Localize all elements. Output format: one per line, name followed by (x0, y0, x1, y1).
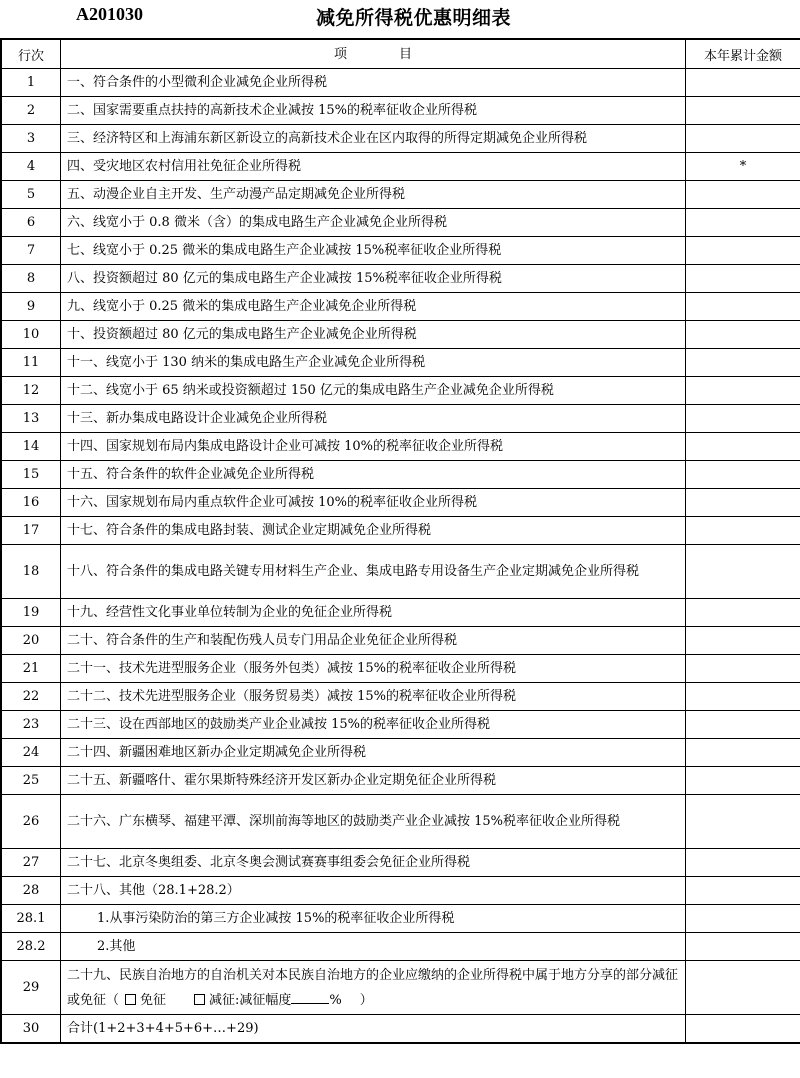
row-item: 二十、符合条件的生产和装配伤残人员专门用品企业免征企业所得税 (61, 627, 686, 655)
row-number: 1 (1, 69, 61, 97)
table-row (1, 461, 800, 489)
amount-cell[interactable] (686, 293, 800, 321)
row-number: 22 (1, 683, 61, 711)
amount-cell[interactable] (686, 433, 800, 461)
row-item: 十、投资额超过 80 亿元的集成电路生产企业减免企业所得税 (61, 321, 686, 349)
row-item: 七、线宽小于 0.25 微米的集成电路生产企业减按 15%税率征收企业所得税 (61, 237, 686, 265)
row-item: 十三、新办集成电路设计企业减免企业所得税 (61, 405, 686, 433)
amount-cell[interactable] (686, 377, 800, 405)
table-row (1, 153, 800, 181)
row-item: 八、投资额超过 80 亿元的集成电路生产企业减按 15%税率征收企业所得税 (61, 265, 686, 293)
table-row (1, 545, 800, 599)
amount-cell[interactable] (686, 683, 800, 711)
table-row (1, 377, 800, 405)
row-number: 21 (1, 655, 61, 683)
amount-cell[interactable] (686, 97, 800, 125)
row-number: 15 (1, 461, 61, 489)
row-item: 九、线宽小于 0.25 微米的集成电路生产企业减免企业所得税 (61, 293, 686, 321)
amount-cell[interactable] (686, 181, 800, 209)
row-item: 三、经济特区和上海浦东新区新设立的高新技术企业在区内取得的所得定期减免企业所得税 (61, 125, 686, 153)
row-number: 29 (1, 961, 61, 1015)
amount-cell[interactable] (686, 961, 800, 1015)
table-row-29 (1, 961, 800, 1015)
table-row (1, 237, 800, 265)
form-title: 减免所得税优惠明细表 (316, 7, 512, 29)
table-row (1, 181, 800, 209)
row-number: 24 (1, 739, 61, 767)
amount-cell[interactable] (686, 933, 800, 961)
reduce-label: 减征:减征幅度 (209, 992, 292, 1008)
amount-cell[interactable] (686, 767, 800, 795)
table-row (1, 489, 800, 517)
row-item: 二十六、广东横琴、福建平潭、深圳前海等地区的鼓励类产业企业减按 15%税率征收企业所得税 (61, 795, 686, 849)
table-row (1, 599, 800, 627)
table-row (1, 433, 800, 461)
table-row (1, 683, 800, 711)
row-number: 16 (1, 489, 61, 517)
reduce-rate-input[interactable] (291, 991, 329, 1004)
form-header (0, 0, 800, 36)
amount-cell[interactable] (686, 489, 800, 517)
row-number: 11 (1, 349, 61, 377)
row-item: 合计(1+2+3+4+5+6+…+29) (61, 1015, 686, 1044)
amount-cell[interactable] (686, 739, 800, 767)
row-item: 二十八、其他（28.1+28.2） (61, 877, 686, 905)
table-row (1, 739, 800, 767)
row-item: 四、受灾地区农村信用社免征企业所得税 (61, 153, 686, 181)
table-row (1, 517, 800, 545)
column-header-row-no: 行次 (1, 39, 61, 69)
column-header-item: 项 目 (61, 39, 686, 69)
row-number: 18 (1, 545, 61, 599)
table-row (1, 711, 800, 739)
amount-cell[interactable] (686, 711, 800, 739)
amount-cell[interactable] (686, 655, 800, 683)
row-number: 14 (1, 433, 61, 461)
row-item: 五、动漫企业自主开发、生产动漫产品定期减免企业所得税 (61, 181, 686, 209)
table-row (1, 349, 800, 377)
amount-cell[interactable] (686, 627, 800, 655)
row-item: 1.从事污染防治的第三方企业减按 15%的税率征收企业所得税 (61, 905, 686, 933)
row-number: 8 (1, 265, 61, 293)
percent-sign: % (329, 992, 342, 1008)
row-number: 28.1 (1, 905, 61, 933)
row-item: 二十四、新疆困难地区新办企业定期减免企业所得税 (61, 739, 686, 767)
amount-cell[interactable] (686, 321, 800, 349)
row-item (61, 961, 686, 1015)
table-row (1, 877, 800, 905)
table-body (1, 69, 800, 1044)
row-29-text: 二十九、民族自治地方的自治机关对本民族自治地方的企业应缴纳的企业所得税中属于地方分享的部分减征或免征（ (67, 967, 679, 1008)
row-number: 17 (1, 517, 61, 545)
row-item: 六、线宽小于 0.8 微米（含）的集成电路生产企业减免企业所得税 (61, 209, 686, 237)
row-item: 二十七、北京冬奥组委、北京冬奥会测试赛赛事组委会免征企业所得税 (61, 849, 686, 877)
row-item: 一、符合条件的小型微利企业减免企业所得税 (61, 69, 686, 97)
row-item: 十二、线宽小于 65 纳米或投资额超过 150 亿元的集成电路生产企业减免企业所得税 (61, 377, 686, 405)
amount-cell[interactable] (686, 265, 800, 293)
amount-cell[interactable] (686, 905, 800, 933)
closing-paren: ） (359, 992, 373, 1008)
table-row (1, 69, 800, 97)
reduce-checkbox[interactable] (194, 994, 205, 1005)
table-row (1, 321, 800, 349)
amount-cell[interactable] (686, 237, 800, 265)
table-row-30 (1, 1015, 800, 1044)
row-number: 19 (1, 599, 61, 627)
row-number: 2 (1, 97, 61, 125)
amount-cell[interactable] (686, 795, 800, 849)
row-item: 十一、线宽小于 130 纳米的集成电路生产企业减免企业所得税 (61, 349, 686, 377)
form-code: A201030 (76, 4, 143, 24)
amount-cell[interactable] (686, 1015, 800, 1044)
table-row (1, 655, 800, 683)
row-number: 30 (1, 1015, 61, 1044)
row-item: 十六、国家规划布局内重点软件企业可减按 10%的税率征收企业所得税 (61, 489, 686, 517)
amount-cell[interactable] (686, 209, 800, 237)
exempt-label: 免征 (140, 992, 167, 1008)
amount-cell[interactable] (686, 849, 800, 877)
row-number: 7 (1, 237, 61, 265)
amount-cell[interactable] (686, 461, 800, 489)
row-item: 二、国家需要重点扶持的高新技术企业减按 15%的税率征收企业所得税 (61, 97, 686, 125)
table-row (1, 265, 800, 293)
row-item: 十八、符合条件的集成电路关键专用材料生产企业、集成电路专用设备生产企业定期减免企业所得税 (61, 545, 686, 599)
table-row (1, 209, 800, 237)
table-row (1, 849, 800, 877)
row-number: 28.2 (1, 933, 61, 961)
row-number: 10 (1, 321, 61, 349)
row-item: 二十二、技术先进型服务企业（服务贸易类）减按 15%的税率征收企业所得税 (61, 683, 686, 711)
table-row (1, 627, 800, 655)
table-row (1, 97, 800, 125)
row-item: 2.其他 (61, 933, 686, 961)
table-row (1, 767, 800, 795)
row-item: 十七、符合条件的集成电路封装、测试企业定期减免企业所得税 (61, 517, 686, 545)
row-number: 3 (1, 125, 61, 153)
row-number: 23 (1, 711, 61, 739)
row-item: 十五、符合条件的软件企业减免企业所得税 (61, 461, 686, 489)
column-header-amount: 本年累计金额 (686, 39, 800, 69)
amount-cell[interactable] (686, 877, 800, 905)
table-row (1, 125, 800, 153)
row-number: 25 (1, 767, 61, 795)
amount-cell[interactable]: * (686, 153, 800, 181)
row-number: 20 (1, 627, 61, 655)
amount-cell[interactable] (686, 349, 800, 377)
table-row (1, 293, 800, 321)
amount-cell[interactable] (686, 599, 800, 627)
row-item: 二十一、技术先进型服务企业（服务外包类）减按 15%的税率征收企业所得税 (61, 655, 686, 683)
exempt-checkbox[interactable] (125, 994, 136, 1005)
row-number: 12 (1, 377, 61, 405)
row-number: 5 (1, 181, 61, 209)
table-row (1, 905, 800, 933)
amount-cell[interactable] (686, 125, 800, 153)
row-number: 26 (1, 795, 61, 849)
row-number: 27 (1, 849, 61, 877)
table-row (1, 795, 800, 849)
table-header-row (1, 39, 800, 69)
row-item: 十四、国家规划布局内集成电路设计企业可减按 10%的税率征收企业所得税 (61, 433, 686, 461)
row-item: 十九、经营性文化事业单位转制为企业的免征企业所得税 (61, 599, 686, 627)
amount-cell[interactable] (686, 517, 800, 545)
row-number: 28 (1, 877, 61, 905)
row-item: 二十三、设在西部地区的鼓励类产业企业减按 15%的税率征收企业所得税 (61, 711, 686, 739)
amount-cell[interactable] (686, 69, 800, 97)
amount-cell[interactable] (686, 405, 800, 433)
row-number: 9 (1, 293, 61, 321)
row-number: 6 (1, 209, 61, 237)
tax-relief-table (0, 38, 800, 1044)
table-row (1, 933, 800, 961)
row-number: 13 (1, 405, 61, 433)
amount-cell[interactable] (686, 545, 800, 599)
table-row (1, 405, 800, 433)
row-item: 二十五、新疆喀什、霍尔果斯特殊经济开发区新办企业定期免征企业所得税 (61, 767, 686, 795)
row-number: 4 (1, 153, 61, 181)
